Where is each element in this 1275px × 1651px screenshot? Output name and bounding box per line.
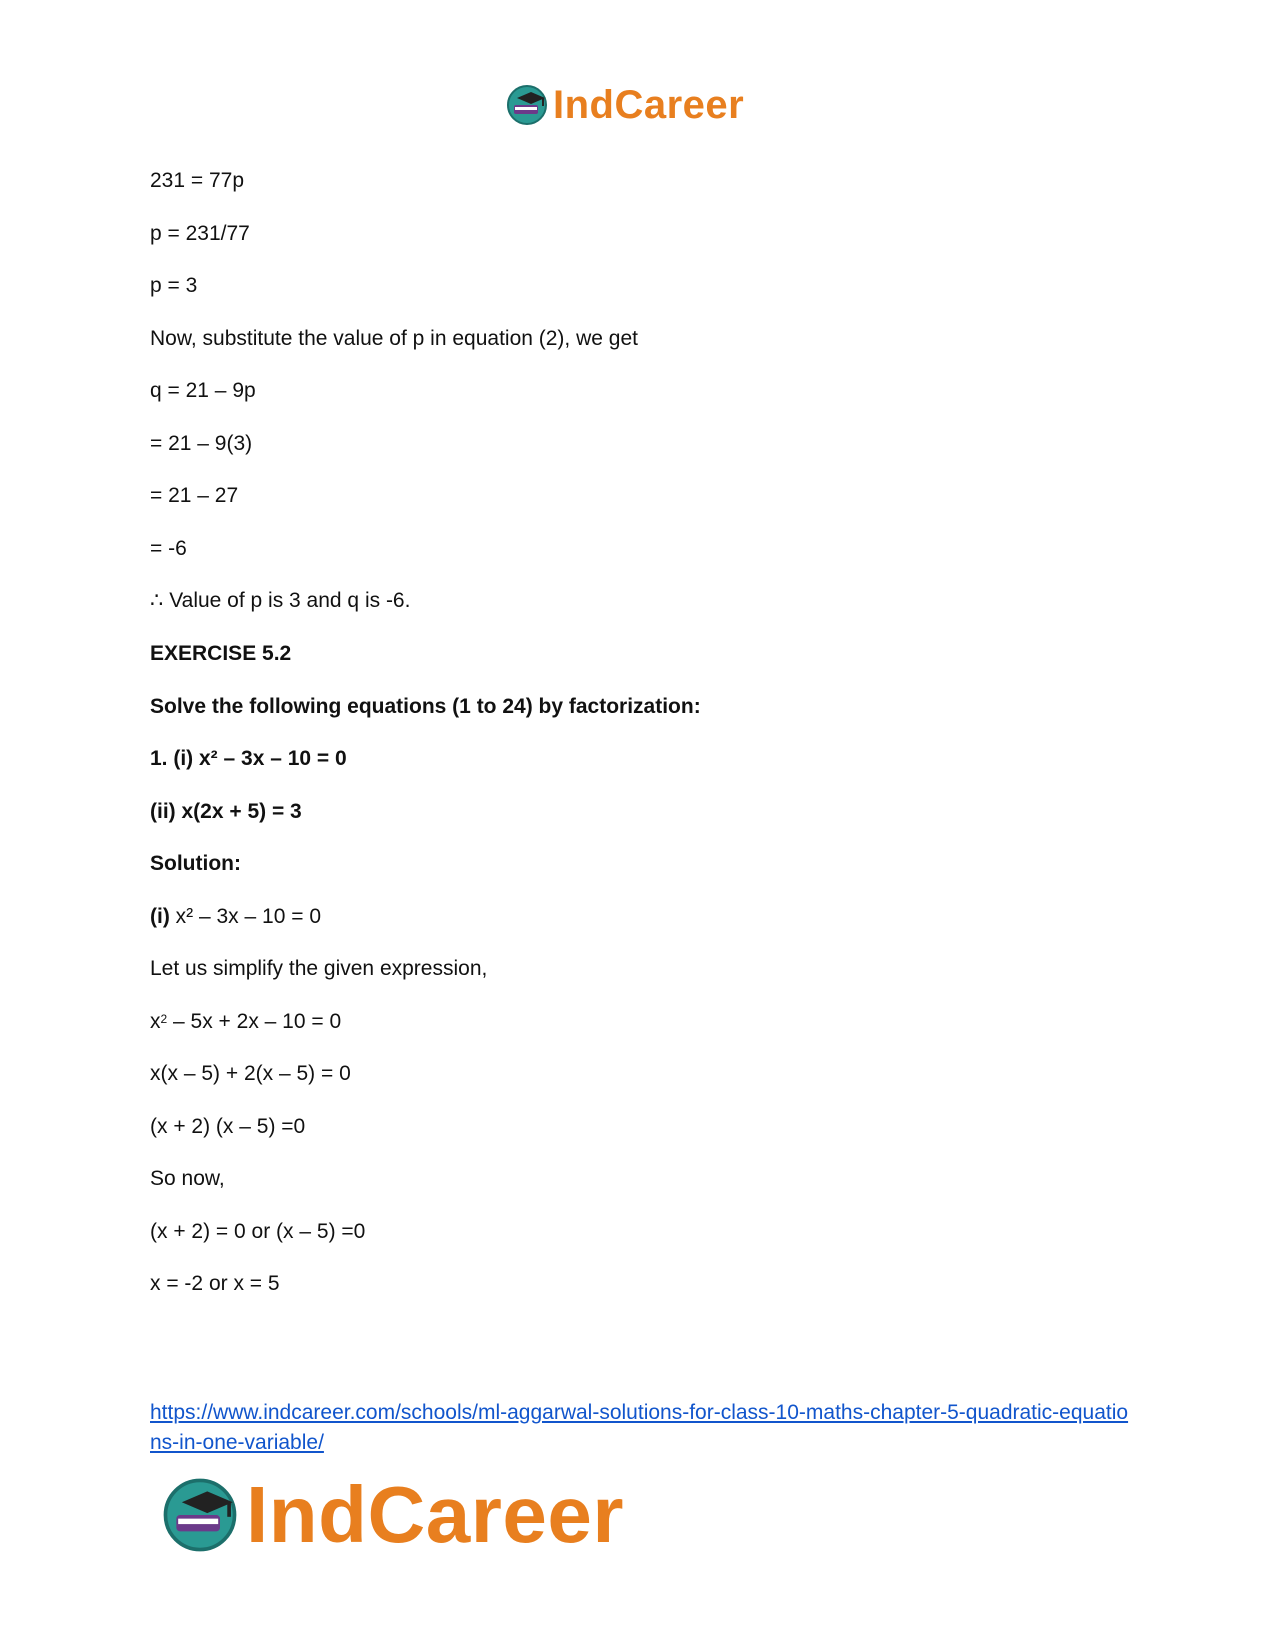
question-line: (ii) x(2x + 5) = 3 (150, 800, 302, 823)
text-line: x = -2 or x = 5 (150, 1272, 280, 1295)
text-line: = 21 – 9(3) (150, 432, 253, 455)
equation-rest: – 5x + 2x – 10 = 0 (167, 1010, 342, 1033)
text-line: 231 = 77p (150, 169, 245, 192)
text-line: p = 231/77 (150, 222, 250, 245)
logo-text: IndCareer (246, 1470, 624, 1559)
part-label: (i) (150, 905, 170, 928)
instruction-heading: Solve the following equations (1 to 24) by factorization: (150, 695, 701, 718)
conclusion-line: ∴ Value of p is 3 and q is -6. (150, 589, 411, 612)
logo-icon (505, 83, 549, 127)
solution-heading: Solution: (150, 852, 241, 875)
equation-line (150, 1009, 341, 1035)
text-line: q = 21 – 9p (150, 379, 256, 402)
source-link[interactable]: https://www.indcareer.com/schools/ml-aggarwal-solutions-for-class-10-maths-chapter-5-quadratic-equations-in-one-variable/ (150, 1401, 1129, 1454)
question-line: 1. (i) x² – 3x – 10 = 0 (150, 747, 347, 770)
text-line: So now, (150, 1167, 225, 1190)
exercise-heading: EXERCISE 5.2 (150, 642, 292, 665)
text-line: (x + 2) = 0 or (x – 5) =0 (150, 1220, 366, 1243)
text-line: = 21 – 27 (150, 484, 239, 507)
exponent: 2 (160, 1012, 168, 1026)
text-line: p = 3 (150, 274, 198, 297)
logo-text: IndCareer (553, 82, 745, 127)
header-logo (505, 80, 744, 130)
equation-base: x (150, 1010, 161, 1033)
solution-part-line (150, 904, 321, 930)
part-equation: x² – 3x – 10 = 0 (169, 905, 322, 928)
text-line: (x + 2) (x – 5) =0 (150, 1115, 306, 1138)
text-line: Let us simplify the given expression, (150, 957, 488, 980)
footer-logo (160, 1470, 624, 1560)
text-line: Now, substitute the value of p in equation (2), we get (150, 327, 638, 350)
text-line: x(x – 5) + 2(x – 5) = 0 (150, 1062, 351, 1085)
logo-icon (160, 1475, 240, 1555)
text-line: = -6 (150, 537, 187, 560)
